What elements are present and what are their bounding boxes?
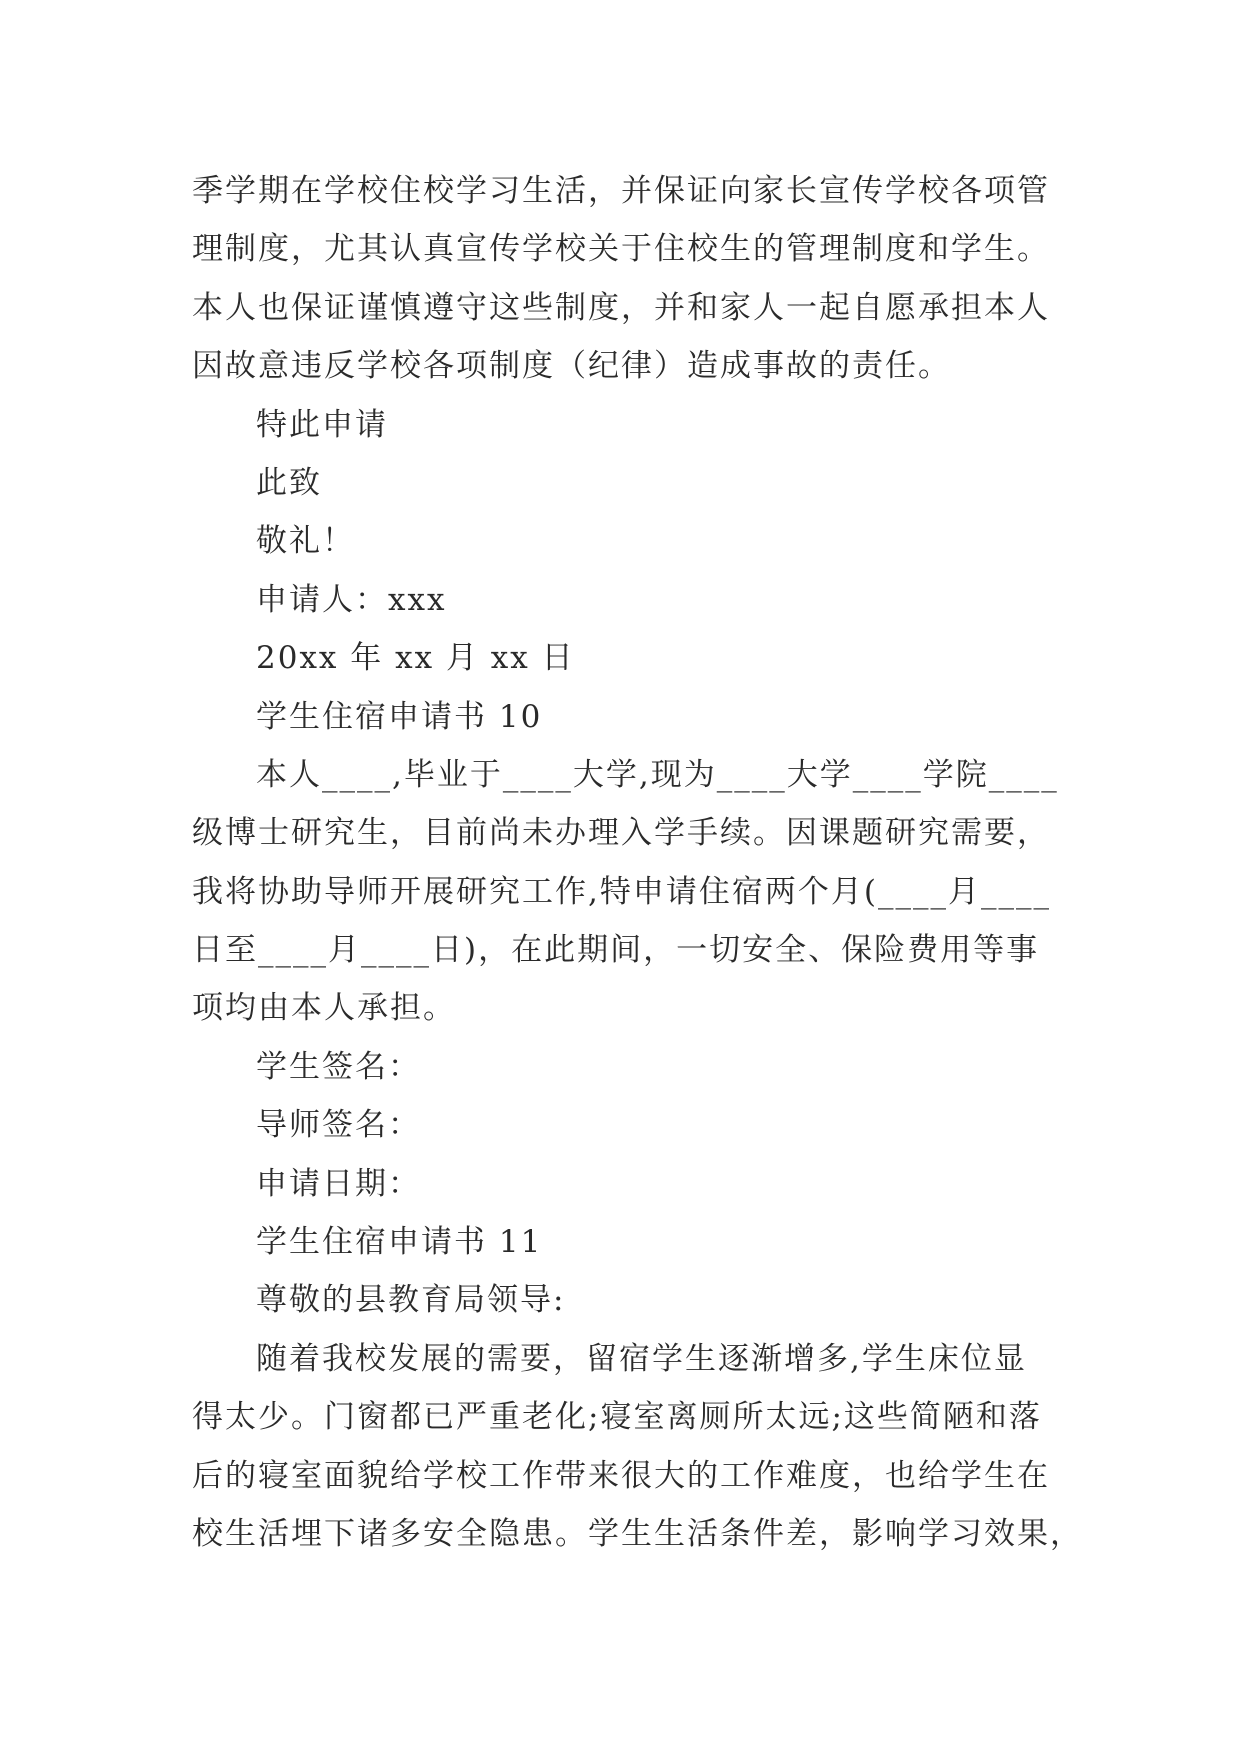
signature-line: 学生签名： bbox=[256, 1048, 421, 1085]
salutation-line: 敬礼！ bbox=[256, 523, 355, 560]
body-line: 本人____,毕业于____大学,现为____大学____学院____ bbox=[256, 756, 1059, 793]
applicant-line: 申请人：xxx bbox=[256, 581, 447, 618]
date-line: 申请日期： bbox=[256, 1165, 421, 1202]
body-line: 校生活埋下诸多安全隐患。学生生活条件差，影响学习效果， bbox=[192, 1515, 1083, 1552]
body-line: 日至____月____日)，在此期间，一切安全、保险费用等事 bbox=[192, 932, 1040, 969]
body-line: 因故意违反学校各项制度（纪律）造成事故的责任。 bbox=[192, 348, 951, 385]
body-line: 项均由本人承担。 bbox=[192, 990, 456, 1027]
body-line: 随着我校发展的需要，留宿学生逐渐增多,学生床位显 bbox=[256, 1340, 1027, 1377]
date-line: 20xx 年 xx 月 xx 日 bbox=[256, 640, 575, 677]
signature-line: 导师签名： bbox=[256, 1107, 421, 1144]
document-body bbox=[192, 162, 1083, 1563]
body-line: 我将协助导师开展研究工作,特申请住宿两个月(____月____ bbox=[192, 873, 1051, 910]
section-title: 学生住宿申请书 11 bbox=[256, 1224, 543, 1261]
section-title: 学生住宿申请书 10 bbox=[256, 698, 543, 735]
salutation-line: 此致 bbox=[256, 464, 322, 501]
body-line: 得太少。门窗都已严重老化;寝室离厕所太远;这些简陋和落 bbox=[192, 1399, 1042, 1436]
body-line: 理制度，尤其认真宣传学校关于住校生的管理制度和学生。 bbox=[192, 231, 1050, 268]
closing-line: 特此申请 bbox=[256, 406, 388, 443]
greeting-line: 尊敬的县教育局领导: bbox=[256, 1282, 566, 1319]
body-line: 季学期在学校住校学习生活，并保证向家长宣传学校各项管 bbox=[192, 173, 1050, 209]
body-line: 后的寝室面貌给学校工作带来很大的工作难度，也给学生在 bbox=[192, 1457, 1050, 1494]
body-line: 级博士研究生，目前尚未办理入学手续。因课题研究需要， bbox=[192, 815, 1050, 852]
body-line: 本人也保证谨慎遵守这些制度，并和家人一起自愿承担本人 bbox=[192, 289, 1050, 326]
